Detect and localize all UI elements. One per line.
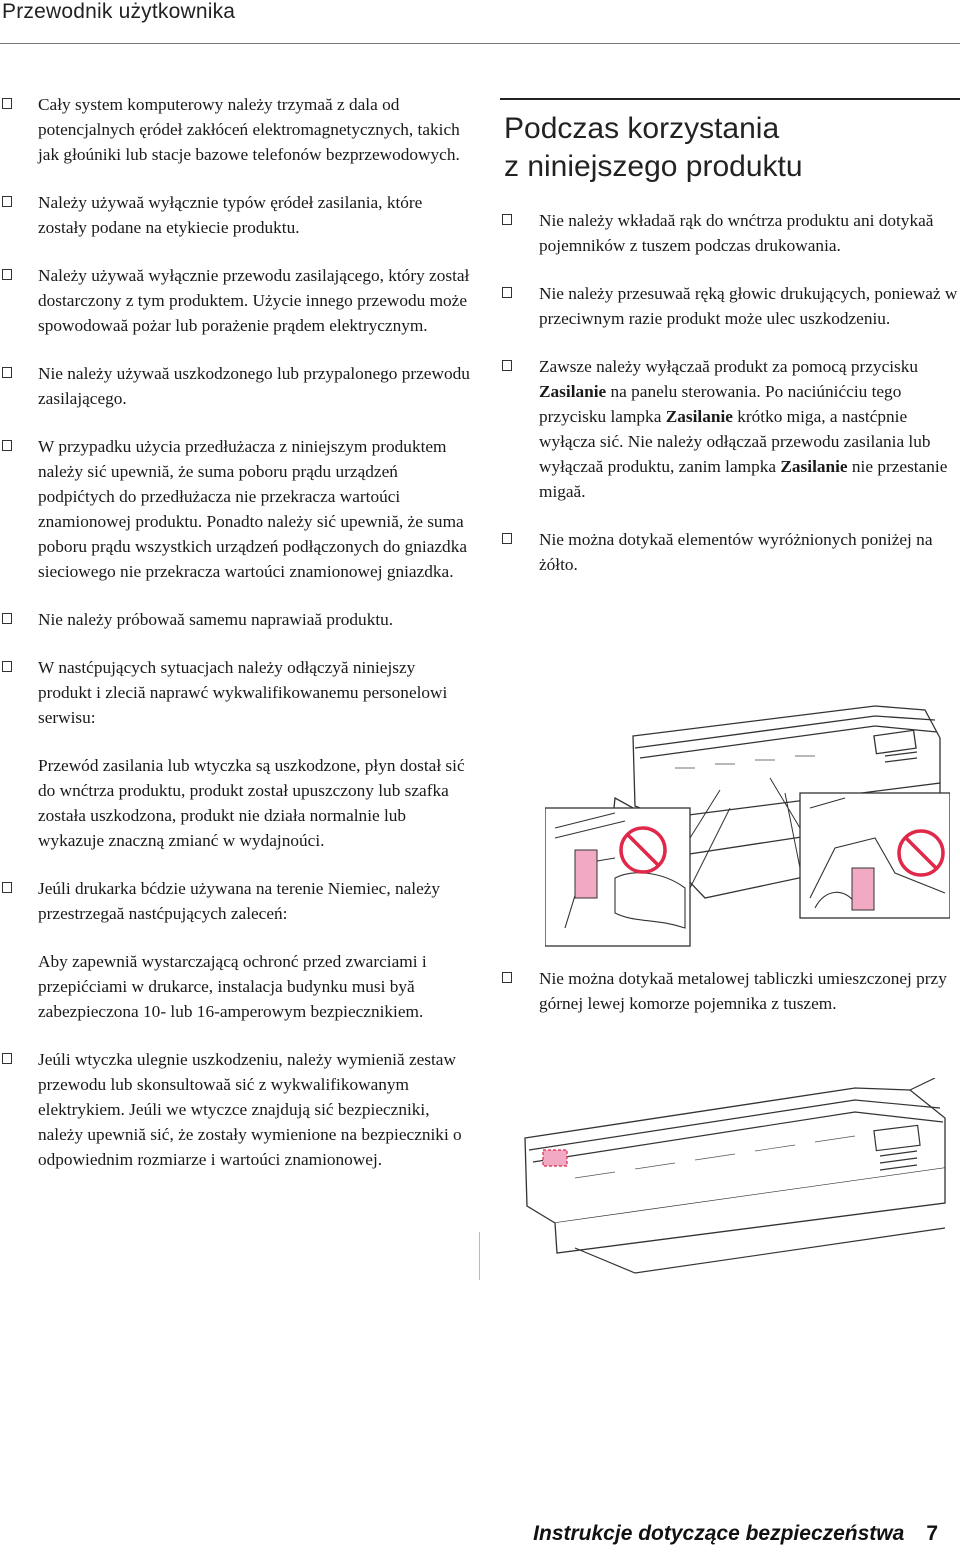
section-rule <box>500 98 960 100</box>
list-item: W nastćpujących sytuacjach należy odłączyă niniejszy produkt i zleciă naprawć wykwalifikowanemu personelowi serwisu: <box>0 655 470 730</box>
checkbox-bullet-icon <box>502 972 512 983</box>
checkbox-bullet-icon <box>2 882 12 893</box>
checkbox-bullet-icon <box>502 214 512 225</box>
checkbox-bullet-icon <box>2 613 12 624</box>
printer-illustration-bottom <box>515 1078 950 1278</box>
checkbox-bullet-icon <box>2 1053 12 1064</box>
page-footer <box>533 1522 938 1546</box>
list-item: Nie można dotykaă elementów wyróżnionych poniżej na żółto. <box>496 527 960 577</box>
list-item: Nie można dotykaă metalowej tabliczki umieszczonej przy górnej lewej komorze pojemnika z tuszem. <box>496 966 960 1016</box>
checkbox-bullet-icon <box>2 269 12 280</box>
list-item: Nie należy używaă uszkodzonego lub przypalonego przewodu zasilającego. <box>0 361 470 411</box>
power-button-label: Zasilanie <box>665 407 733 426</box>
column-divider <box>479 1232 480 1280</box>
list-item: Należy używaă wyłącznie przewodu zasilającego, który został dostarczony z tym produktem. Użycie innego przewodu może spowodowaă pożar lub porażenie prądem elektrycznym. <box>0 263 470 338</box>
highlight-hot-part-left <box>575 850 597 898</box>
page-number: 7 <box>926 1522 938 1545</box>
header-rule <box>0 43 960 44</box>
checkbox-bullet-icon <box>2 661 12 672</box>
power-button-label: Zasilanie <box>780 457 848 476</box>
checkbox-bullet-icon <box>502 533 512 544</box>
list-item: W przypadku użycia przedłużacza z niniejszym produktem należy sić upewniă, że suma poboru prądu urządzeń podpićtych do przedłużacza nie przekracza wartoúci znamionowej produktu. Ponadto należy sić upewniă, że suma poboru prądu wszystkich urządzeń podłączonych do gniazdka sieciowego nie przekracza wartoúci znamionowej gniazdka. <box>0 434 470 584</box>
list-item: Jeúli drukarka bćdzie używana na terenie Niemiec, należy przestrzegaă nastćpujących zaleceń: <box>0 876 470 926</box>
checkbox-bullet-icon <box>502 360 512 371</box>
highlight-hot-part-right <box>852 868 874 910</box>
list-item: Należy używaă wyłącznie typów ęródeł zasilania, które zostały podane na etykiecie produktu. <box>0 190 470 240</box>
power-button-label: Zasilanie <box>539 382 607 401</box>
printer-illustration-top <box>545 698 950 948</box>
left-bullet-list-2 <box>0 876 470 926</box>
list-item: Zawsze należy wyłączaă produkt za pomocą przycisku Zasilanie na panelu sterowania. Po naciúnićciu tego przycisku lampka Zasilanie krótko miga, a nastćpnie wyłącza sić. Nie należy odłączaă przewodu zasilania lub wyłączaă produktu, zanim lampka Zasilanie nie przestanie migaă. <box>496 354 960 504</box>
list-item: Jeúli wtyczka ulegnie uszkodzeniu, należy wymieniă zestaw przewodu lub skonsultowaă sić z wykwalifikowanym elektrykiem. Jeúli we wtyczce znajdują sić bezpieczniki, należy upewniă sić, że zostały wymienione na bezpieczniki o odpowiednim rozmiarze i wartoúci znamionowej. <box>0 1047 470 1172</box>
germany-fuse-note: Aby zapewniă wystarczającą ochronć przed zwarciami i przepićciami w drukarce, instalacja budynku musi byă zabezpieczona 10- lub 16-amperowym bezpiecznikiem. <box>38 952 427 1021</box>
left-bullet-list-3 <box>0 1047 470 1172</box>
left-column <box>0 92 470 1195</box>
right-bullet-list <box>496 208 960 577</box>
list-item: Nie należy wkładaă rąk do wnćtrza produktu ani dotykaă pojemników z tuszem podczas drukowania. <box>496 208 960 258</box>
checkbox-bullet-icon <box>2 367 12 378</box>
right-column <box>496 98 960 1013</box>
list-item: Cały system komputerowy należy trzymaă z dala od potencjalnych ęródeł zakłóceń elektromagnetycznych, takich jak głoúniki lub stacje bazowe telefonów bezprzewodowych. <box>0 92 470 167</box>
right-bullet-list-2 <box>496 966 960 1039</box>
footer-section-title: Instrukcje dotyczące bezpieczeństwa <box>533 1522 905 1545</box>
checkbox-bullet-icon <box>2 196 12 207</box>
checkbox-bullet-icon <box>502 287 512 298</box>
section-heading: Podczas korzystania z niniejszego produktu <box>504 112 803 183</box>
checkbox-bullet-icon <box>2 98 12 109</box>
service-conditions-note: Przewód zasilania lub wtyczka są uszkodzone, płyn dostał sić do wnćtrza produktu, produkt został upuszczony lub szafka została uszkodzona, produkt nie działa normalnie lub wykazuje znaczną zmianć w wydajnoúci. <box>38 756 465 850</box>
left-bullet-list <box>0 92 470 730</box>
checkbox-bullet-icon <box>2 440 12 451</box>
running-header: Przewodnik użytkownika <box>2 0 236 23</box>
highlight-metal-plate <box>543 1150 567 1166</box>
list-item: Nie należy przesuwaă ręką głowic drukujących, ponieważ w przeciwnym razie produkt może ulec uszkodzeniu. <box>496 281 960 331</box>
list-item: Nie należy próbowaă samemu naprawiaă produktu. <box>0 607 470 632</box>
